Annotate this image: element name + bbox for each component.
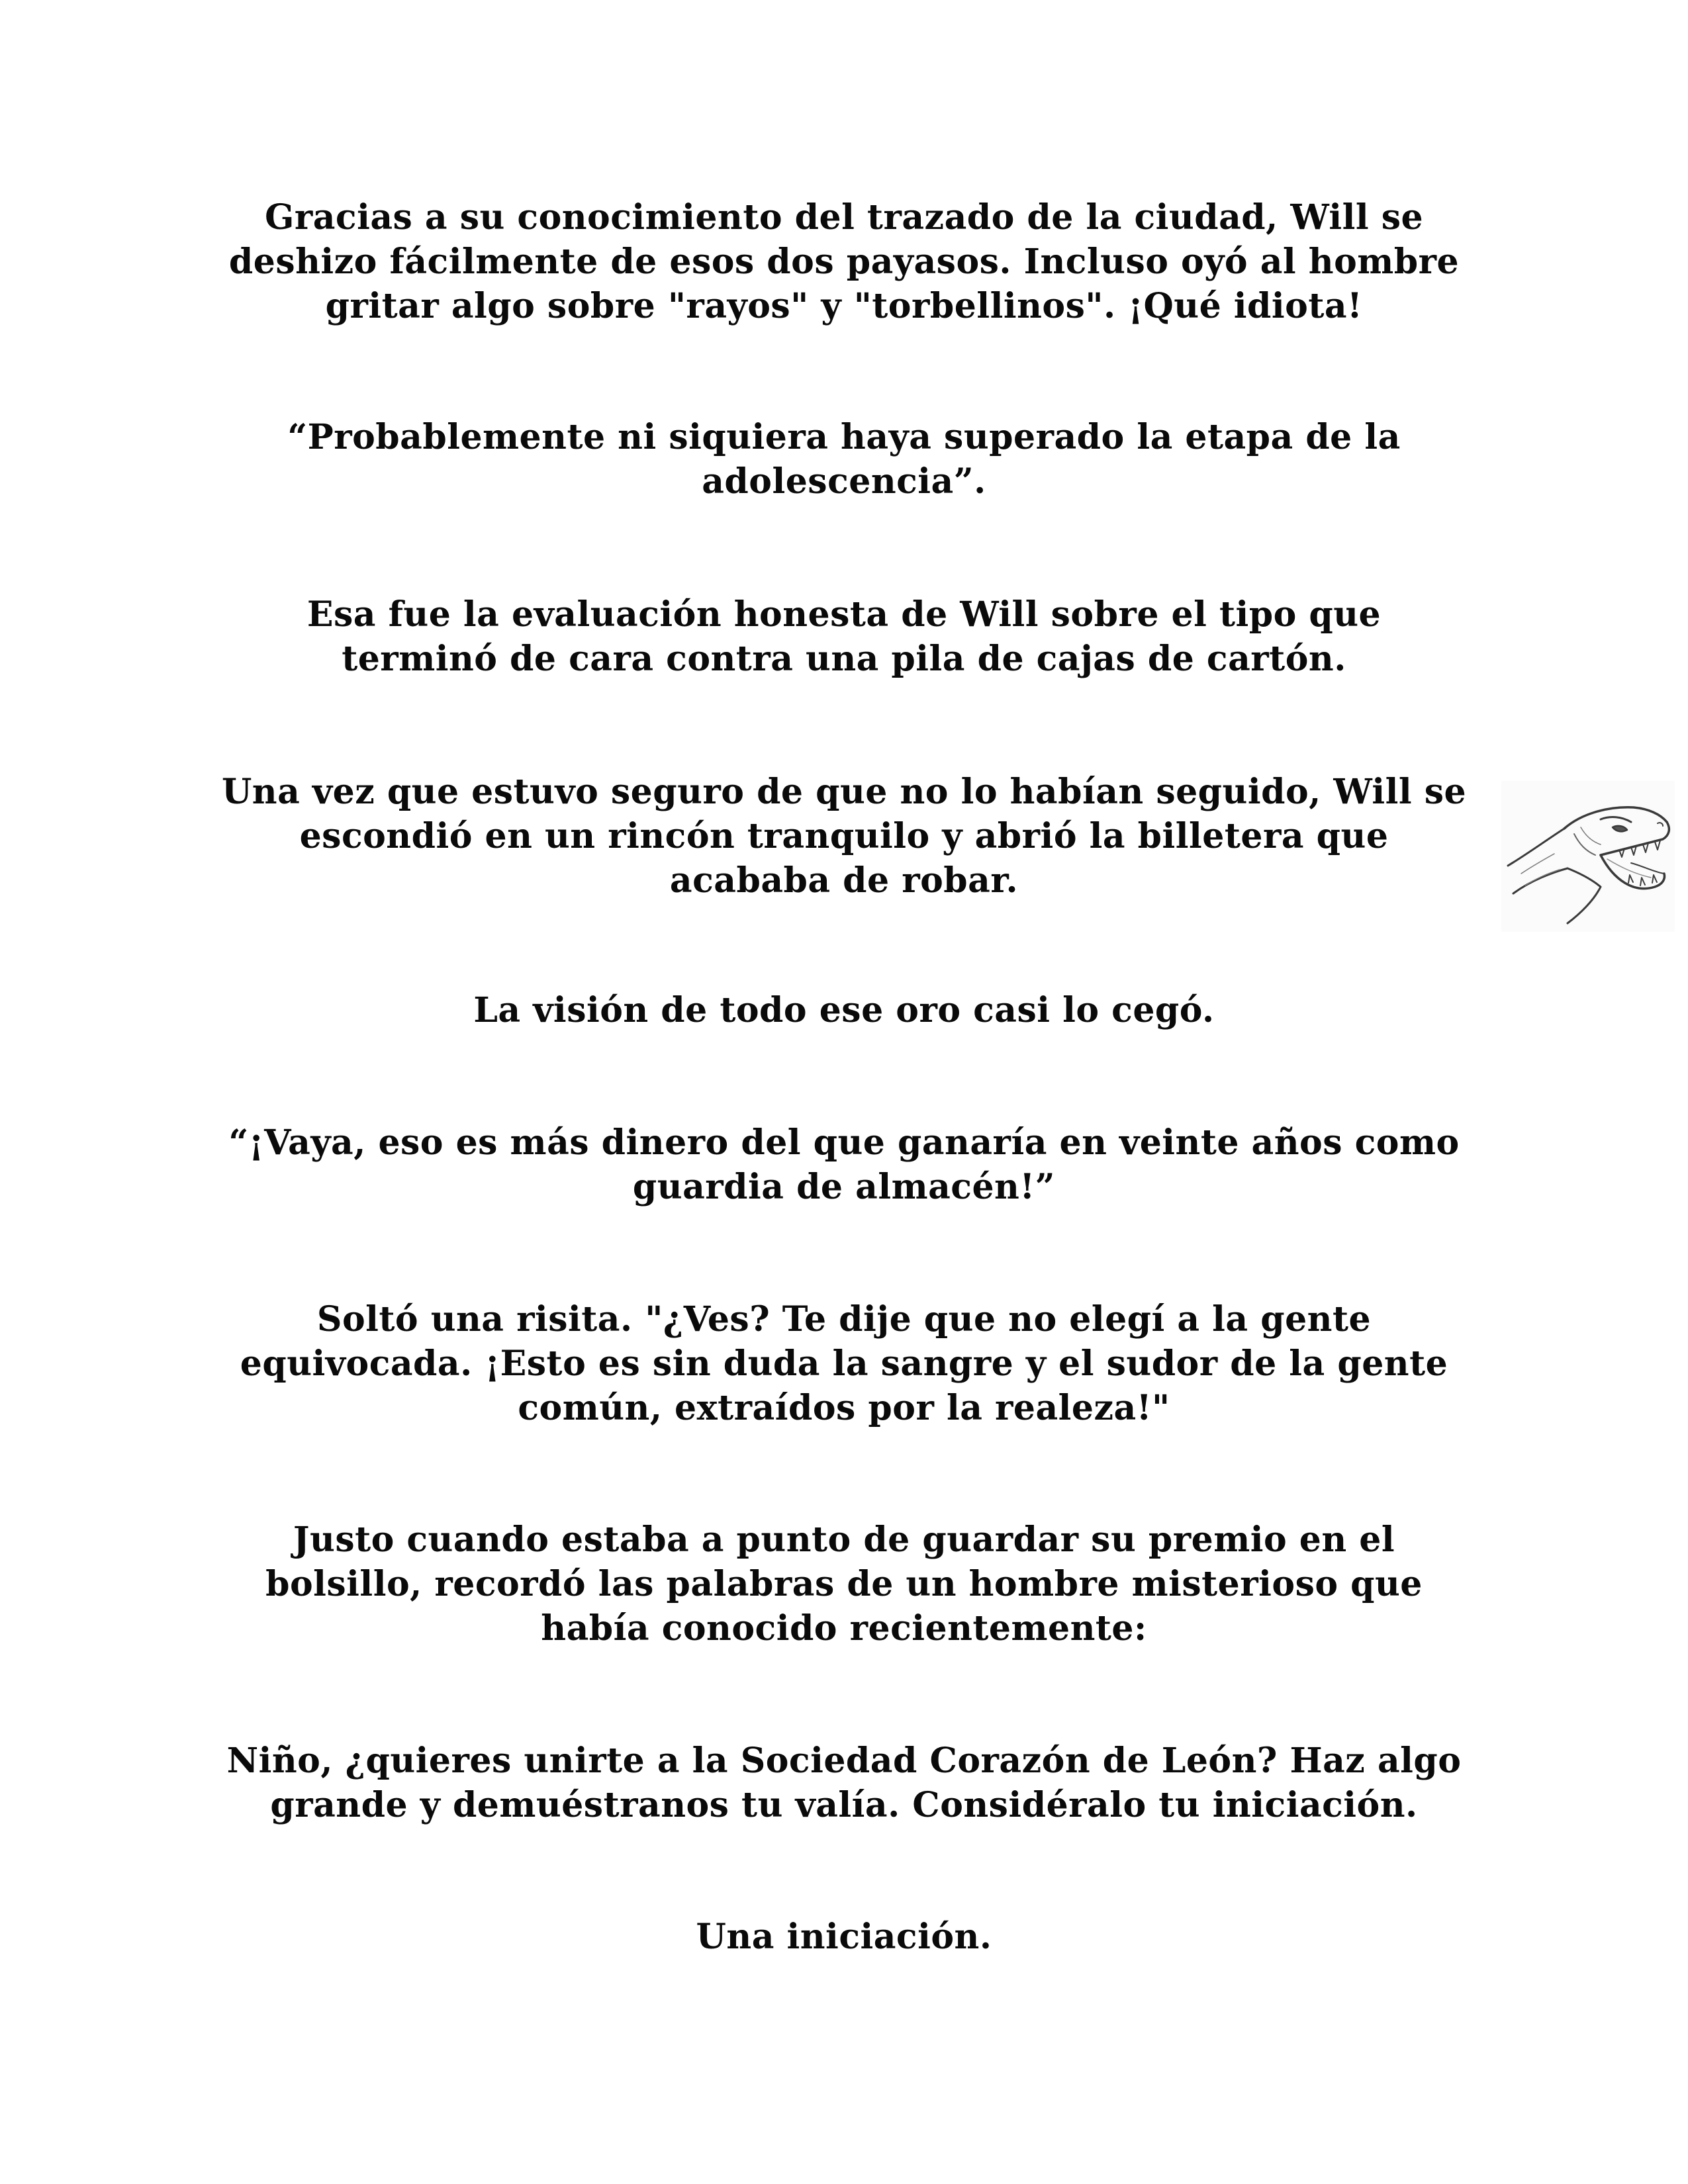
- paragraph-line: Justo cuando estaba a punto de guardar su premio en el: [293, 1520, 1395, 1560]
- paragraph-9: [199, 1739, 1489, 1827]
- paragraph-line: deshizo fácilmente de esos dos payasos. Incluso oyó al hombre: [228, 242, 1460, 282]
- paragraph-line: escondió en un rincón tranquilo y abrió la billetera que: [299, 816, 1389, 856]
- paragraph-line: Una iniciación.: [696, 1917, 992, 1957]
- paragraph-line: gritar algo sobre "rayos" y "torbellinos". ¡Qué idiota!: [325, 286, 1363, 326]
- dinosaur-sketch-icon: [1501, 781, 1675, 932]
- paragraph-line: bolsillo, recordó las palabras de un hombre misterioso que: [265, 1564, 1423, 1604]
- paragraph-line: acababa de robar.: [669, 860, 1019, 901]
- paragraph-line: terminó de cara contra una pila de cajas de cartón.: [342, 639, 1346, 679]
- paragraph-line: Esa fue la evaluación honesta de Will sobre el tipo que: [306, 594, 1382, 635]
- paragraph-1: [199, 195, 1489, 328]
- paragraph-line: adolescencia”.: [702, 461, 986, 502]
- paragraph-3: [199, 592, 1489, 681]
- paragraph-line: “Probablemente ni siquiera haya superado la etapa de la: [287, 417, 1401, 457]
- paragraph-2: [199, 415, 1489, 504]
- paragraph-4: [199, 770, 1489, 903]
- paragraph-line: Soltó una risita. "¿Ves? Te dije que no elegí a la gente: [316, 1299, 1372, 1340]
- paragraph-8: [199, 1518, 1489, 1651]
- paragraph-5: [199, 988, 1489, 1032]
- paragraph-line: Gracias a su conocimiento del trazado de la ciudad, Will se: [264, 197, 1424, 238]
- paragraph-line: había conocido recientemente:: [541, 1608, 1147, 1649]
- paragraph-line: equivocada. ¡Esto es sin duda la sangre y el sudor de la gente: [240, 1343, 1448, 1384]
- paragraph-line: común, extraídos por la realeza!": [518, 1388, 1170, 1428]
- paragraph-line: Niño, ¿quieres unirte a la Sociedad Corazón de León? Haz algo: [226, 1741, 1462, 1781]
- paragraph-7: [199, 1297, 1489, 1430]
- paragraph-6: [199, 1120, 1489, 1209]
- paragraph-line: Una vez que estuvo seguro de que no lo habían seguido, Will se: [221, 772, 1467, 812]
- paragraph-line: “¡Vaya, eso es más dinero del que ganaría en veinte años como: [228, 1122, 1460, 1163]
- paragraph-10: [199, 1915, 1489, 1959]
- paragraph-line: La visión de todo ese oro casi lo cegó.: [473, 990, 1215, 1030]
- paragraph-line: grande y demuéstranos tu valía. Considéralo tu iniciación.: [270, 1785, 1418, 1825]
- paragraph-line: guardia de almacén!”: [632, 1167, 1056, 1207]
